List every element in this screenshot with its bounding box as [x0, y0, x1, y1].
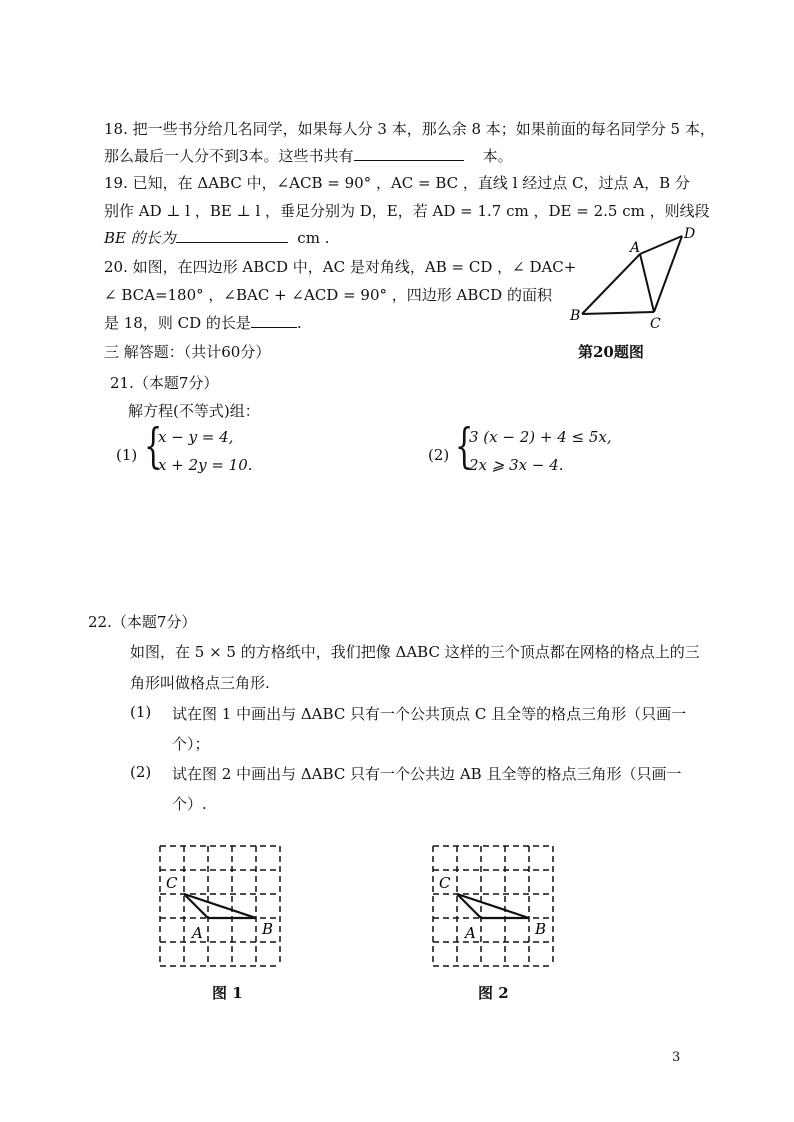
- q22-p1-line1: 试在图 1 中画出与 ΔABC 只有一个公共顶点 C 且全等的格点三角形（只画一: [172, 705, 687, 723]
- q20-line3-text: 是 18，则 CD 的长是: [104, 314, 251, 332]
- q20-label-b: B: [570, 308, 581, 324]
- q20-answer-blank[interactable]: [251, 327, 297, 328]
- q22-grid-1[interactable]: [156, 842, 286, 972]
- q21-header: 21.（本题7分）: [110, 374, 219, 392]
- q19-line2: 别作 AD ⊥ l ，BE ⊥ l ，垂足分别为 D，E，若 AD = 1.7 cm ，DE = 2.5 cm ，则线段: [104, 202, 710, 220]
- q19-answer-blank[interactable]: [176, 242, 288, 243]
- q18-answer-blank[interactable]: [354, 160, 464, 161]
- q21-p2-system: [455, 418, 635, 478]
- q20-line2: ∠ BCA=180° ，∠BAC + ∠ACD = 90° ，四边形 ABCD 的面积: [104, 286, 552, 304]
- q18-unit: 本。: [482, 147, 513, 165]
- q22-p2-line1: 试在图 2 中画出与 ΔABC 只有一个公共边 AB 且全等的格点三角形（只画一: [172, 765, 682, 783]
- q22-grid-2[interactable]: [429, 842, 559, 972]
- q22-p1-label: (1): [130, 703, 152, 721]
- q22-fig1-caption: 图 1: [212, 984, 243, 1002]
- q21-p1-eq2: x + 2y = 10.: [158, 456, 253, 474]
- q22-fig2-caption: 图 2: [478, 984, 509, 1002]
- q22-grid-1-label-c: C: [166, 874, 178, 892]
- q21-p2-brace: {: [455, 418, 474, 474]
- q22-p1-line2: 个）；: [172, 735, 210, 753]
- q21-p1-eq1: x − y = 4,: [158, 428, 234, 446]
- q19-line1: 19. 已知，在 ΔABC 中，∠ACB = 90° ，AC = BC ，直线 l 经过点 C，过点 A，B 分: [104, 174, 690, 192]
- q22-grid-2-label-c: C: [439, 874, 451, 892]
- q22-intro2: 角形叫做格点三角形.: [130, 674, 270, 692]
- q20-figure-caption: 第20题图: [578, 343, 644, 361]
- q20-figure: [568, 222, 708, 332]
- q20-label-a: A: [630, 240, 641, 256]
- q20-period: .: [296, 314, 302, 332]
- q20-segment-dc: [654, 236, 682, 312]
- q21-p1-brace: {: [144, 418, 163, 474]
- q20-segment-bc: [582, 312, 654, 314]
- q21-p2-label: (2): [428, 446, 450, 464]
- q20-label-c: C: [650, 316, 661, 332]
- q21-p2-eq2: 2x ⩾ 3x − 4.: [469, 456, 564, 474]
- q22-intro1: 如图，在 5 × 5 的方格纸中，我们把像 ΔABC 这样的三个顶点都在网格的格点上的三: [130, 643, 700, 661]
- q20-segment-ac: [640, 254, 654, 312]
- section3-title: 三 解答题：（共计60分）: [104, 343, 271, 361]
- q22-grid-2-label-b: B: [535, 920, 547, 938]
- q19-line3: [104, 227, 329, 248]
- q22-grid-1-triangle: [184, 894, 256, 918]
- q21-p1-label: (1): [116, 446, 138, 464]
- q20-label-d: D: [684, 226, 696, 242]
- q22-header: 22.（本题7分）: [88, 613, 197, 631]
- q21-p1-system: [144, 418, 304, 478]
- q18-line2-text: 那么最后一人分不到3本。这些书共有: [104, 147, 354, 165]
- q21-p2-eq1: 3 (x − 2) + 4 ≤ 5x,: [469, 428, 612, 446]
- q21-instruction: 解方程(不等式)组：: [128, 402, 260, 420]
- q20-line3: [104, 312, 302, 333]
- q18-line2: [104, 145, 513, 166]
- q19-line3-text: BE 的长为: [104, 229, 176, 247]
- q20-line1: 20. 如图，在四边形 ABCD 中，AC 是对角线，AB = CD ，∠ DAC+: [104, 258, 577, 276]
- q22-p2-label: (2): [130, 763, 152, 781]
- q19-unit: cm .: [297, 229, 330, 247]
- page-number: 3: [672, 1050, 681, 1065]
- q22-grid-2-triangle: [457, 894, 529, 918]
- q22-grid-1-label-b: B: [262, 920, 274, 938]
- q22-grid-1-label-a: A: [192, 924, 203, 942]
- q18-line1: 18. 把一些书分给几名同学，如果每人分 3 本，那么余 8 本；如果前面的每名同学分 5 本，: [104, 120, 715, 138]
- q20-segment-ab: [582, 254, 640, 314]
- q22-grid-2-label-a: A: [465, 924, 476, 942]
- q22-p2-line2: 个）.: [172, 795, 207, 813]
